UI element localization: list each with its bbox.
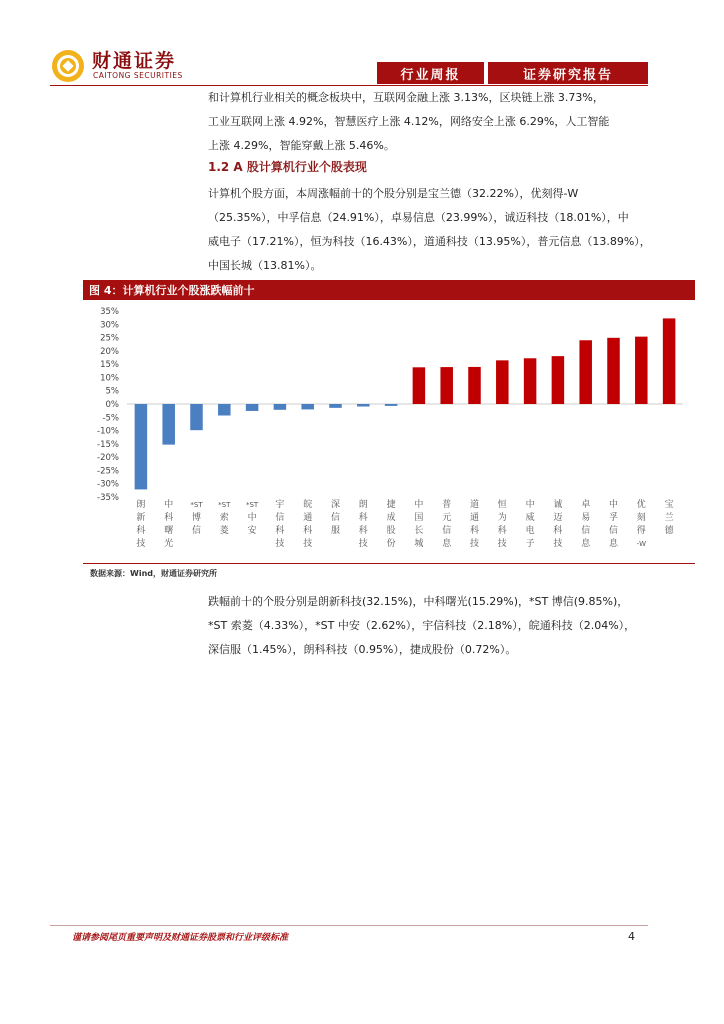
x-tick-label: 卓易信息 — [581, 500, 591, 549]
logo-text-cn: 财通证券 — [92, 50, 177, 72]
bar — [162, 404, 175, 445]
y-tick-label: -20% — [97, 453, 119, 464]
bar — [246, 404, 259, 411]
bar — [274, 404, 287, 410]
text-line: （25.35%），中孚信息（24.91%），卓易信息（23.99%），诚迈科技（18.01%），中 — [208, 211, 629, 224]
y-tick-label: -25% — [97, 466, 119, 477]
bar-chart — [83, 300, 695, 562]
y-tick-label: -35% — [97, 493, 119, 503]
x-tick-label: 皖通科技 — [303, 500, 313, 549]
text-line: *ST 索菱（4.33%），*ST 中安（2.62%），宇信科技（2.18%），皖通科技（2.04%）， — [208, 619, 636, 632]
x-tick-label: 宇信科技 — [275, 500, 285, 549]
bar — [468, 367, 481, 404]
losers-paragraph — [208, 590, 648, 662]
y-tick-label: 15% — [100, 360, 119, 371]
y-tick-label: -10% — [97, 426, 119, 437]
bar — [440, 367, 453, 404]
bar — [524, 358, 537, 404]
y-tick-label: 30% — [100, 320, 119, 331]
bar — [135, 404, 148, 489]
text-line: 威电子（17.21%），恒为科技（16.43%），道通科技（13.95%），普元信息（13.89%）， — [208, 235, 651, 248]
logo-text-en: CAITONG SECURITIES — [93, 71, 183, 80]
x-tick-label: 优刻得-W — [636, 500, 647, 548]
y-tick-label: 10% — [100, 373, 119, 384]
x-tick-label: 中孚信息 — [608, 500, 619, 549]
y-tick-label: -30% — [97, 479, 119, 490]
bar — [385, 404, 398, 406]
bar — [552, 356, 565, 404]
figure-title: 图 4：计算机行业个股涨跌幅前十 — [83, 280, 695, 300]
gainers-paragraph — [208, 182, 651, 278]
bar — [218, 404, 231, 416]
bar — [413, 367, 426, 404]
x-tick-label: 普元信息 — [442, 500, 452, 549]
x-tick-label: 朗新科技 — [136, 500, 146, 549]
bar — [607, 338, 620, 404]
y-tick-label: 25% — [100, 333, 119, 344]
bar — [357, 404, 370, 407]
y-tick-label: 35% — [100, 307, 119, 317]
footer-disclaimer: 谨请参阅尾页重要声明及财通证券股票和行业评级标准 — [72, 933, 289, 943]
bar — [329, 404, 342, 408]
page-number: 4 — [628, 930, 635, 943]
text-line: 深信服（1.45%），朗科科技（0.95%），捷成股份（0.72%）。 — [208, 643, 517, 656]
y-tick-label: -5% — [102, 413, 119, 424]
x-tick-label: 深信服 — [330, 500, 341, 536]
bar — [579, 340, 592, 404]
x-tick-label: *ST 博信 — [190, 501, 203, 536]
y-tick-label: 0% — [105, 400, 119, 410]
company-logo — [50, 46, 200, 86]
x-tick-label: 道通科技 — [469, 500, 480, 549]
text-line: 中国长城（13.81%）。 — [208, 259, 322, 272]
y-tick-label: -15% — [97, 439, 119, 450]
y-tick-label: 20% — [100, 346, 119, 357]
x-tick-label: *ST 索菱 — [218, 501, 231, 536]
footer-divider — [50, 925, 648, 926]
figure-source: 数据来源：Wind，财通证券研究所 — [90, 569, 217, 578]
x-tick-label: 诚迈科技 — [553, 500, 563, 549]
x-tick-label: 中威电子 — [525, 500, 535, 549]
x-tick-label: *ST 中安 — [245, 501, 259, 536]
text-line: 工业互联网上涨 4.92%，智慧医疗上涨 4.12%，网络安全上涨 6.29%，人工智能 — [208, 115, 610, 128]
x-tick-label: 宝兰德 — [664, 500, 674, 536]
report-category-tab: 证券研究报告 — [488, 62, 648, 84]
text-line: 计算机个股方面，本周涨幅前十的个股分别是宝兰德（32.22%），优刻得-W — [208, 187, 579, 200]
intro-paragraph — [208, 86, 648, 158]
x-tick-label: 恒为科技 — [497, 500, 507, 549]
figure-divider — [83, 563, 695, 564]
bar — [496, 360, 509, 404]
x-tick-label: 中国长城 — [414, 500, 424, 549]
x-tick-label: 朗科科技 — [358, 500, 368, 549]
x-tick-label: 捷成股份 — [386, 500, 396, 549]
x-tick-label: 中科曙光 — [164, 500, 174, 549]
bar — [301, 404, 314, 409]
text-line: 上涨 4.29%，智能穿戴上涨 5.46%。 — [208, 139, 395, 152]
bar — [663, 318, 676, 404]
text-line: 跌幅前十的个股分别是朗新科技(32.15%)，中科曙光(15.29%)，*ST 博信(9.85%)， — [208, 595, 629, 608]
section-title: 1.2 A 股计算机行业个股表现 — [208, 160, 367, 174]
text-line: 和计算机行业相关的概念板块中，互联网金融上涨 3.13%，区块链上涨 3.73%， — [208, 91, 604, 104]
bar — [635, 337, 648, 404]
report-type-tab: 行业周报 — [377, 62, 484, 84]
y-tick-label: 5% — [105, 386, 119, 397]
bar — [190, 404, 203, 430]
logo-coin-icon — [50, 48, 86, 84]
